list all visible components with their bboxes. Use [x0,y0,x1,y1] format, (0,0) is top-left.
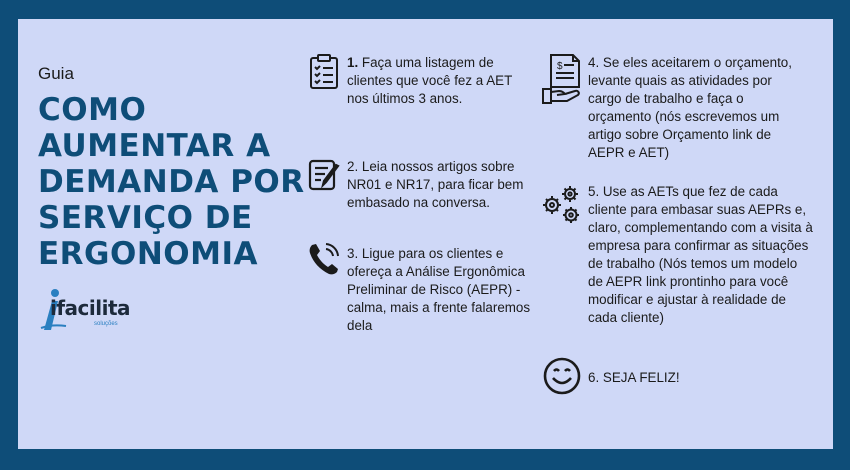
page-title [38,92,308,272]
step-number: 1. [347,55,359,70]
step-1 [347,54,527,108]
title-line: COMO [38,92,147,128]
step-number: 5. [588,184,600,199]
title-line: DEMANDA POR [38,164,305,200]
ifacilita-logo [38,288,148,336]
smiley-icon [542,356,582,396]
step-text: Faça uma listagem de clientes que você fez a AET nos últimos 3 anos. [347,55,513,106]
title-line: ERGONOMIA [38,236,259,272]
clipboard-checklist-icon [308,54,340,90]
step-number: 6. [588,370,600,385]
step-5 [588,183,814,327]
step-number: 3. [347,246,359,261]
invoice-hand-icon [541,53,583,105]
step-2 [347,158,532,212]
logo-name: ifacilita [50,296,131,320]
gears-icon [540,183,584,227]
svg-text:$: $ [557,61,563,72]
guide-label: Guia [38,64,74,83]
step-text: Use as AETs que fez de cada cliente para embasar suas AEPRs e, claro, complementando com a visita à empresa para confirmar as situações de trabalho (Nós temos um modelo de AEPR link prontinho para você modificar e ajustar à realidade de cada cliente) [588,184,813,325]
step-4 [588,54,808,162]
step-text: Se eles aceitarem o orçamento, levante quais as atividades por cargo de trabalho e faça o orçamento (nós escrevemos um artigo sobre Orçamento link de AEPR e AET) [588,55,792,160]
phone-icon [307,241,341,277]
logo-subtitle: soluções [94,321,118,327]
step-3 [347,245,537,335]
step-text: SEJA FELIZ! [602,370,680,385]
title-line: AUMENTAR A [38,128,271,164]
step-text: Leia nossos artigos sobre NR01 e NR17, para ficar bem embasado na conversa. [347,159,524,210]
step-6 [588,369,788,387]
document-edit-icon [308,158,342,192]
step-number: 2. [347,159,359,174]
step-number: 4. [588,55,600,70]
title-line: SERVIÇO DE [38,200,253,236]
step-text: Ligue para os clientes e ofereça a Análise Ergonômica Preliminar de Risco (AEPR) - calma, mais a frente falaremos dela [347,246,531,333]
